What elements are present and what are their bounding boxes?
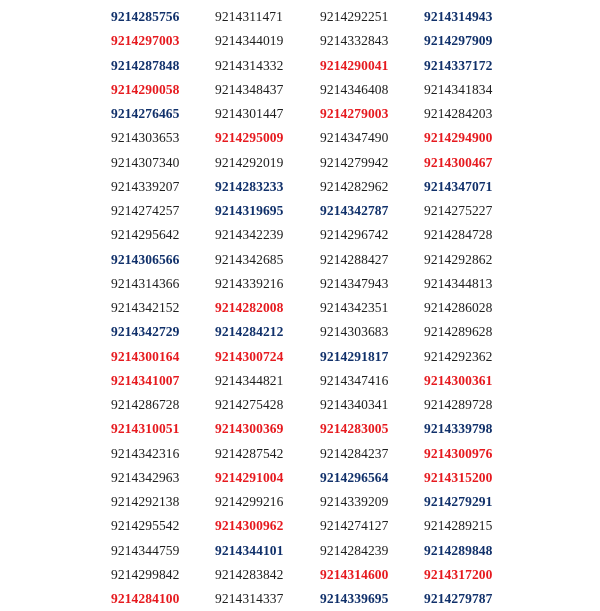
phone-number: 9214284728: [424, 227, 493, 243]
phone-number: 9214291004: [215, 469, 284, 485]
phone-number: 9214300962: [215, 518, 284, 534]
phone-number: 9214342351: [320, 300, 389, 315]
phone-number: 9214314337: [215, 591, 284, 606]
phone-number: 9214346408: [320, 81, 389, 97]
phone-number: 9214289628: [424, 324, 493, 340]
phone-number: 9214283005: [320, 421, 389, 437]
phone-number: 9214284239: [320, 542, 389, 558]
phone-number: 9214287542: [215, 445, 284, 461]
phone-number: 9214314600: [320, 566, 389, 582]
phone-number: 9214279003: [320, 106, 389, 121]
phone-number: 9214310051: [111, 421, 180, 437]
phone-number: 9214275227: [424, 203, 493, 218]
phone-number: 9214339216: [215, 275, 284, 291]
phone-number: 9214275428: [215, 397, 284, 412]
phone-number: 9214283842: [215, 566, 284, 582]
phone-number: 9214344821: [215, 372, 284, 388]
phone-number: 9214347416: [320, 372, 389, 388]
phone-number: 9214292019: [215, 154, 284, 170]
phone-number: 9214314332: [215, 57, 284, 73]
phone-number: 9214299842: [111, 566, 180, 582]
phone-number: 9214319695: [215, 203, 284, 218]
phone-number: 9214282962: [320, 178, 389, 194]
phone-number: 9214291817: [320, 348, 389, 364]
phone-number: 9214292138: [111, 494, 180, 509]
phone-number: 9214287848: [111, 57, 180, 73]
phone-number: 9214290041: [320, 57, 389, 73]
phone-number: 9214344759: [111, 542, 180, 558]
phone-number: 9214339209: [320, 494, 389, 509]
phone-number: 9214296742: [320, 227, 389, 243]
phone-number: 9214296564: [320, 469, 389, 485]
phone-number: 9214342787: [320, 203, 389, 218]
phone-number: 9214347071: [424, 178, 493, 194]
phone-number: 9214279291: [424, 494, 493, 509]
phone-number: 9214284203: [424, 106, 493, 121]
phone-number: 9214284100: [111, 591, 180, 606]
phone-number: 9214284237: [320, 445, 389, 461]
phone-number: 9214300724: [215, 348, 284, 364]
phone-number: 9214283233: [215, 178, 284, 194]
phone-number: 9214279942: [320, 154, 389, 170]
phone-number: 9214297909: [424, 33, 493, 49]
phone-number: 9214299216: [215, 494, 284, 509]
phone-number: 9214342316: [111, 445, 180, 461]
phone-number: 9214295542: [111, 518, 180, 534]
phone-number: 9214342729: [111, 324, 180, 340]
phone-number: 9214292862: [424, 251, 493, 267]
number-column-3: [320, 5, 389, 611]
phone-number: 9214315200: [424, 469, 493, 485]
phone-number: 9214294900: [424, 130, 493, 146]
phone-number: 9214344019: [215, 33, 284, 49]
phone-number: 9214339695: [320, 591, 389, 606]
number-column-4: [424, 5, 493, 611]
phone-number: 9214332843: [320, 33, 389, 49]
phone-number: 9214300361: [424, 372, 493, 388]
phone-number: 9214276465: [111, 106, 180, 121]
phone-number: 9214340341: [320, 397, 389, 412]
phone-number: 9214274257: [111, 203, 180, 218]
phone-number: 9214342685: [215, 251, 284, 267]
phone-number: 9214314943: [424, 9, 493, 24]
phone-number: 9214341834: [424, 81, 493, 97]
phone-number: 9214285756: [111, 9, 180, 24]
phone-number: 9214295009: [215, 130, 284, 146]
phone-number: 9214306566: [111, 251, 180, 267]
phone-number: 9214297003: [111, 33, 180, 49]
phone-number: 9214342963: [111, 469, 180, 485]
phone-number: 9214282008: [215, 300, 284, 315]
phone-number: 9214279787: [424, 591, 493, 606]
phone-number: 9214303683: [320, 324, 389, 340]
phone-number: 9214300164: [111, 348, 180, 364]
phone-number: 9214292362: [424, 348, 493, 364]
phone-number: 9214300369: [215, 421, 284, 437]
phone-number: 9214342152: [111, 300, 180, 315]
phone-number: 9214295642: [111, 227, 180, 243]
phone-number: 9214341007: [111, 372, 180, 388]
phone-number: 9214307340: [111, 154, 180, 170]
phone-number: 9214286028: [424, 300, 493, 315]
phone-number: 9214274127: [320, 518, 389, 534]
phone-number: 9214347490: [320, 130, 389, 146]
phone-number: 9214303653: [111, 130, 180, 146]
phone-number: 9214347943: [320, 275, 389, 291]
phone-number: 9214301447: [215, 106, 284, 121]
phone-number: 9214314366: [111, 275, 180, 291]
phone-number: 9214290058: [111, 81, 180, 97]
phone-number: 9214289848: [424, 542, 493, 558]
phone-number: 9214339798: [424, 421, 493, 437]
phone-number: 9214344813: [424, 275, 493, 291]
phone-number: 9214289728: [424, 397, 493, 412]
phone-number: 9214311471: [215, 9, 283, 24]
phone-number: 9214317200: [424, 566, 493, 582]
phone-number: 9214286728: [111, 397, 180, 412]
phone-number: 9214339207: [111, 178, 180, 194]
phone-number: 9214300976: [424, 445, 493, 461]
phone-number: 9214292251: [320, 9, 389, 24]
phone-number: 9214284212: [215, 324, 284, 340]
phone-number: 9214288427: [320, 251, 389, 267]
phone-number: 9214337172: [424, 57, 493, 73]
number-column-2: [215, 5, 284, 611]
number-column-1: [111, 5, 180, 611]
phone-number: 9214289215: [424, 518, 493, 534]
phone-number: 9214344101: [215, 542, 284, 558]
phone-number: 9214300467: [424, 154, 493, 170]
phone-number: 9214348437: [215, 81, 284, 97]
phone-number: 9214342239: [215, 227, 284, 243]
